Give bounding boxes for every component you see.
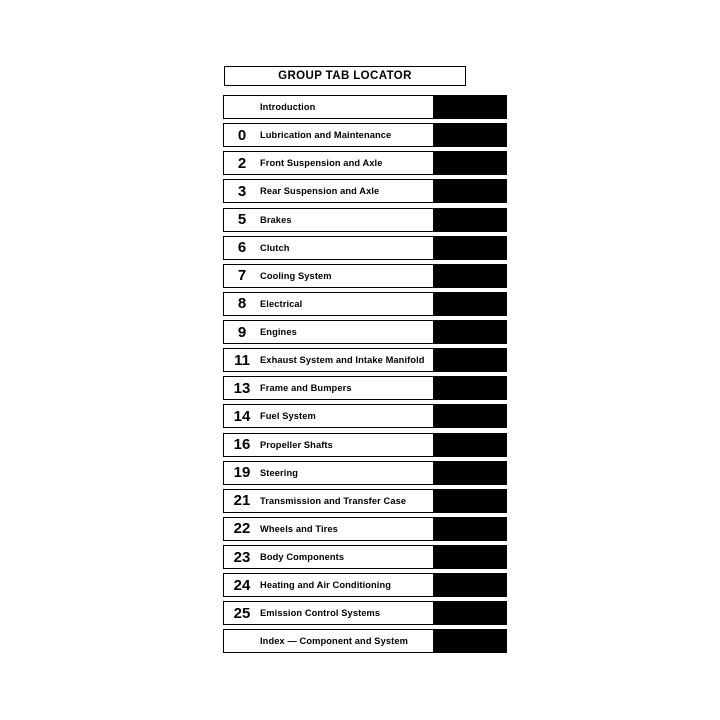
group-tab-label-box (223, 404, 434, 428)
group-tab-marker[interactable] (434, 348, 507, 372)
group-tab-row[interactable] (223, 545, 507, 569)
group-label: Index — Component and System (260, 636, 408, 647)
group-number: 8 (237, 295, 247, 313)
group-label: Exhaust System and Intake Manifold (260, 355, 425, 366)
page-title: GROUP TAB LOCATOR (224, 66, 466, 86)
group-number: 23 (233, 548, 251, 566)
group-label: Propeller Shafts (260, 439, 333, 450)
group-tab-label-box (223, 573, 434, 597)
group-tab-row[interactable] (223, 95, 507, 119)
group-number: 21 (233, 492, 251, 510)
group-tab-row[interactable] (223, 264, 507, 288)
group-tab-marker[interactable] (434, 123, 507, 147)
group-tab-marker[interactable] (434, 517, 507, 541)
group-label: Fuel System (260, 411, 316, 422)
group-tab-label-box (223, 264, 434, 288)
group-number: 9 (237, 323, 247, 341)
group-label: Introduction (260, 102, 316, 112)
group-tab-label-box (223, 489, 434, 513)
group-tab-row[interactable] (223, 179, 507, 203)
group-label: Clutch (260, 242, 290, 253)
group-tab-row[interactable] (223, 629, 507, 653)
group-label: Steering (260, 467, 298, 478)
group-tab-marker[interactable] (434, 208, 507, 232)
group-label: Transmission and Transfer Case (260, 495, 407, 506)
group-tab-row[interactable] (223, 433, 507, 457)
group-tab-label-box (223, 517, 434, 541)
group-number: 14 (233, 407, 251, 425)
group-tab-row[interactable] (223, 123, 507, 147)
group-tab-marker[interactable] (434, 601, 507, 625)
group-tab-marker[interactable] (434, 404, 507, 428)
group-number: 13 (233, 379, 251, 397)
group-tab-row[interactable] (223, 348, 507, 372)
group-tab-marker[interactable] (434, 264, 507, 288)
group-tab-label-box (223, 461, 434, 485)
group-tab-marker[interactable] (434, 320, 507, 344)
group-number: 5 (237, 211, 247, 228)
group-tab-label-box (223, 545, 434, 569)
group-tab-row[interactable] (223, 376, 507, 400)
group-tab-marker[interactable] (434, 433, 507, 457)
group-tab-label-box (223, 376, 434, 400)
group-tab-label-box (223, 629, 434, 653)
group-number: 6 (237, 239, 247, 257)
group-tab-marker[interactable] (434, 179, 507, 203)
group-tab-label-box (223, 179, 434, 203)
group-label: Emission Control Systems (260, 608, 381, 619)
group-number: 3 (237, 182, 247, 200)
group-label: Front Suspension and Axle (260, 158, 383, 169)
group-tab-label-box (223, 320, 434, 344)
group-label: Cooling System (260, 270, 332, 281)
group-tab-label-box (223, 123, 434, 147)
group-number: 11 (234, 351, 250, 369)
group-tab-label-box (223, 95, 434, 119)
group-tab-row[interactable] (223, 601, 507, 625)
group-label: Electrical (260, 298, 303, 309)
group-tab-row[interactable] (223, 151, 507, 175)
group-tab-row[interactable] (223, 208, 507, 232)
group-tab-marker[interactable] (434, 573, 507, 597)
group-label: Brakes (260, 214, 292, 225)
group-tab-label-box (223, 601, 434, 625)
group-tab-row[interactable] (223, 573, 507, 597)
group-label: Frame and Bumpers (260, 383, 352, 394)
group-tab-marker[interactable] (434, 236, 507, 260)
group-tab-row[interactable] (223, 320, 507, 344)
group-number: 22 (233, 520, 251, 538)
group-tab-row[interactable] (223, 404, 507, 428)
group-tab-row[interactable] (223, 461, 507, 485)
group-label: Wheels and Tires (260, 523, 338, 534)
group-number: 16 (233, 436, 251, 453)
group-tab-row[interactable] (223, 236, 507, 260)
group-number: 0 (237, 126, 247, 144)
group-tab-marker[interactable] (434, 95, 507, 119)
group-number: 25 (233, 604, 251, 622)
group-tab-marker[interactable] (434, 151, 507, 175)
group-tab-label-box (223, 236, 434, 260)
group-tab-row[interactable] (223, 489, 507, 513)
group-tab-marker[interactable] (434, 292, 507, 316)
group-label: Engines (260, 327, 297, 337)
group-tab-label-box (223, 208, 434, 232)
group-label: Lubrication and Maintenance (260, 130, 392, 141)
group-tab-row[interactable] (223, 517, 507, 541)
group-tab-marker[interactable] (434, 545, 507, 569)
group-label: Body Components (260, 552, 345, 562)
group-tab-list (223, 95, 507, 658)
group-tab-label-box (223, 151, 434, 175)
group-tab-row[interactable] (223, 292, 507, 316)
group-tab-label-box (223, 348, 434, 372)
group-number: 19 (233, 464, 251, 482)
group-tab-label-box (223, 433, 434, 457)
group-label: Rear Suspension and Axle (260, 186, 380, 197)
group-number: 2 (237, 154, 247, 172)
group-number: 7 (237, 267, 247, 285)
group-tab-marker[interactable] (434, 629, 507, 653)
group-tab-marker[interactable] (434, 376, 507, 400)
group-tab-marker[interactable] (434, 489, 507, 513)
group-label: Heating and Air Conditioning (260, 580, 392, 591)
group-tab-marker[interactable] (434, 461, 507, 485)
group-number: 24 (233, 576, 251, 594)
group-tab-label-box (223, 292, 434, 316)
